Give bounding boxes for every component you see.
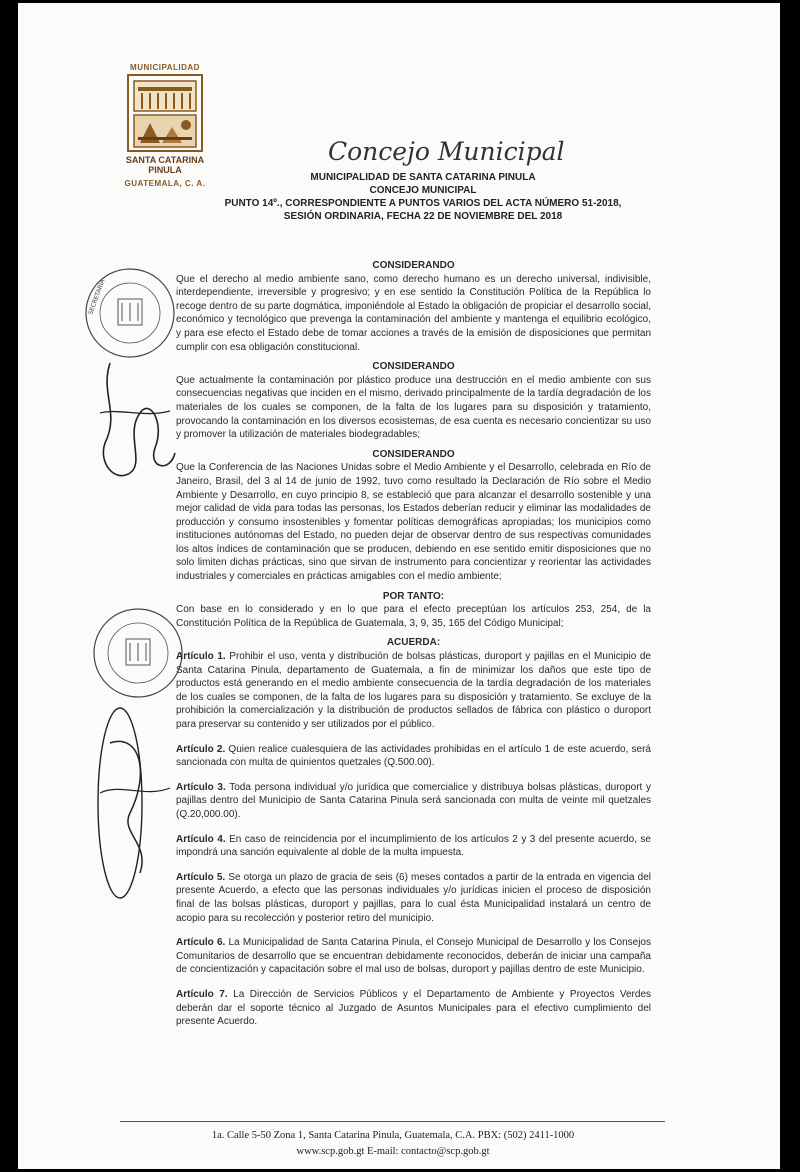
article-text: Prohibir el uso, venta y distribución de bolsas plásticas, duroport y pajillas en el Municipio de Santa Catarina Pinula, departamento de Guatemala, a fin de minimizar los daños que este tipo de productos está generando en el medio ambiente consecuencia de la tardía degradación de los materiales de los cuales se componen, de la falta de los lugares para su disposición y tratamiento. Se excluye de la prohibición la comercialización y la distribución de productos sellados de fábrica con plástico o duroport para preservar su contenido y ser utilizados por el público. [176,651,651,730]
logo-top-text: MUNICIPALIDAD [130,63,200,72]
article-6 [176,936,651,977]
considerando-text: Que el derecho al medio ambiente sano, como derecho humano es un derecho universal, indivisible, interdependiente, irreversible y progresivo; y en ese sentido la Constitución Política de la República lo recoge dentro de su parte dogmática, imponiéndole al Estado la obligación de propiciar el desarrollo social, económico y tecnológico que prevenga la contaminación del ambiente y mantenga el equilibrio ecológico, y para ese efecto el Estado debe de tomar acciones a través de la emisión de disposiciones que permitan cumplir con esa obligación constitucional. [176,273,651,353]
article-label: Artículo 4. [176,833,226,845]
signature-bottom-icon [80,693,180,903]
por-tanto-text: Con base en lo considerado y en lo que para el efecto preceptúan los artículos 253, 254, de la Constitución Política de la República de Guatemala, 3, 9, 35, 165 del Código Municipal; [176,604,651,629]
logo-city-line2: PINULA [148,165,182,175]
svg-text:SECRETARIA: SECRETARIA [87,278,107,316]
alcaldia-seal-icon [90,603,186,703]
footer-divider [120,1121,665,1122]
page-footer [118,1128,668,1160]
footer-address: 1a. Calle 5-50 Zona 1, Santa Catarina Pinula, Guatemala, C.A. PBX: (502) 2411-1000 [211,1130,575,1141]
article-1 [176,650,651,732]
script-title: Concejo Municipal [328,137,565,166]
por-tanto-heading: POR TANTO: [382,590,445,602]
article-label: Artículo 2. [176,743,226,755]
article-3 [176,781,651,822]
article-7 [176,988,651,1029]
acuerda-heading: ACUERDA: [386,637,441,649]
article-text: En caso de reincidencia por el incumplimiento de los artículos 2 y 3 del presente acuerdo, se impondrá una sanción equivalente al doble de la multa impuesta. [176,833,651,859]
considerando-text: Que la Conferencia de las Naciones Unidas sobre el Medio Ambiente y el Desarrollo, celebrada en Río de Janeiro, Brasil, del 3 al 14 de junio de 1992, tuvo como resultado la Declaración de Río sobre el Medio Ambiente y Desarrollo, en cuyo principio 8, se estableció que para alcanzar el desarrollo sostenible y una mejor calidad de vida para todas las personas, los Estados deberían reducir y eliminar las modalidades de producción y consumo insostenibles y fomentar políticas demográficas apropiadas; los municipios como instituciones autónomas del Estado, no pueden dejar de observar dentro de sus respectivas comunidades los altos índices de contaminación que se producen, debiendo en ese sentido emitir disposiciones que no solo limiten dichas prácticas, sino que sirvan de instrumento para concientizar y reorientar las actividades industriales y comerciales en prácticas amigables con el medio ambiente; [176,462,651,583]
header-line: PUNTO 14º., CORRESPONDIENTE A PUNTOS VARIOS DEL ACTA NÚMERO 51-2018, [224,198,622,209]
article-label: Artículo 6. [176,937,226,949]
signature-top-icon [90,353,180,493]
header-line: SESIÓN ORDINARIA, FECHA 22 DE NOVIEMBRE DEL 2018 [283,211,563,222]
footer-web: www.scp.gob.gt E-mail: contacto@scp.gob.gt [296,1146,490,1157]
article-text: Se otorga un plazo de gracia de seis (6) meses contados a partir de la entrada en vigencia del presente Acuerdo, a efecto que las personas individuales y/o jurídicas inicien el proceso de disposición final de las bolsas plásticas, duroport y pajillas, para lo cual ésta Municipalidad instalará un centro de acopio para su recolección y posterior retiro del municipio. [176,871,652,924]
article-text: La Dirección de Servicios Públicos y el Departamento de Ambiente y Proyectos Verdes deberán dar el soporte técnico al Juzgado de Asuntos Municipales para el efectivo cumplimiento del presente Acuerdo. [176,988,652,1028]
article-text: Toda persona individual y/o jurídica que comercialice y distribuya bolsas plásticas, duroport y pajillas dentro del Municipio de Santa Catarina Pinula será sancionada con multa de veinte mil quetzales (Q.20,000.00). [176,781,651,820]
article-label: Artículo 7. [176,988,228,1000]
article-2 [176,743,651,770]
municipality-logo [120,63,210,188]
article-label: Artículo 5. [176,871,226,883]
article-4 [176,833,651,860]
secretaria-seal-icon [82,265,178,361]
article-label: Artículo 1. [176,651,226,663]
considerando-text: Que actualmente la contaminación por plástico produce una destrucción en el medio ambiente con sus consecuencias negativas que inciden en el mismo, derivado principalmente de la tardía degradación de los materiales de los cuales se componen, de la falta de los lugares para su disposición y tratamiento, provocando la contaminación en los diversos ecosistemas, de esa cuenta es necesario concientizar su uso y promover la utilización de materiales biodegradables; [176,374,651,441]
article-text: Quien realice cualesquiera de las actividades prohibidas en el artículo 1 de este acuerdo, será sancionada con multa de quinientos quetzales (Q.500.00). [176,743,651,769]
document-header [188,171,658,223]
article-5 [176,871,651,925]
article-text: La Municipalidad de Santa Catarina Pinula, el Consejo Municipal de Desarrollo y los Consejos Comunitarios de desarrollo que se encuentran debidamente reconocidos, deberán de iniciar una campaña de concientización y capacitación sobre el mal uso de bolsas, duroport y pajillas dentro de este Municipio. [176,937,651,976]
considerando-heading: CONSIDERANDO [372,361,455,373]
header-line: CONCEJO MUNICIPAL [369,185,477,196]
document-body [176,259,651,1029]
article-label: Artículo 3. [176,781,226,793]
considerando-heading: CONSIDERANDO [372,260,455,271]
logo-country: GUATEMALA, C. A. [124,179,206,188]
logo-emblem-icon [126,73,204,153]
header-line: MUNICIPALIDAD DE SANTA CATARINA PINULA [310,172,536,183]
considerando-heading: CONSIDERANDO [372,448,455,460]
document-page [18,3,780,1169]
logo-city-line1: SANTA CATARINA [125,155,205,165]
